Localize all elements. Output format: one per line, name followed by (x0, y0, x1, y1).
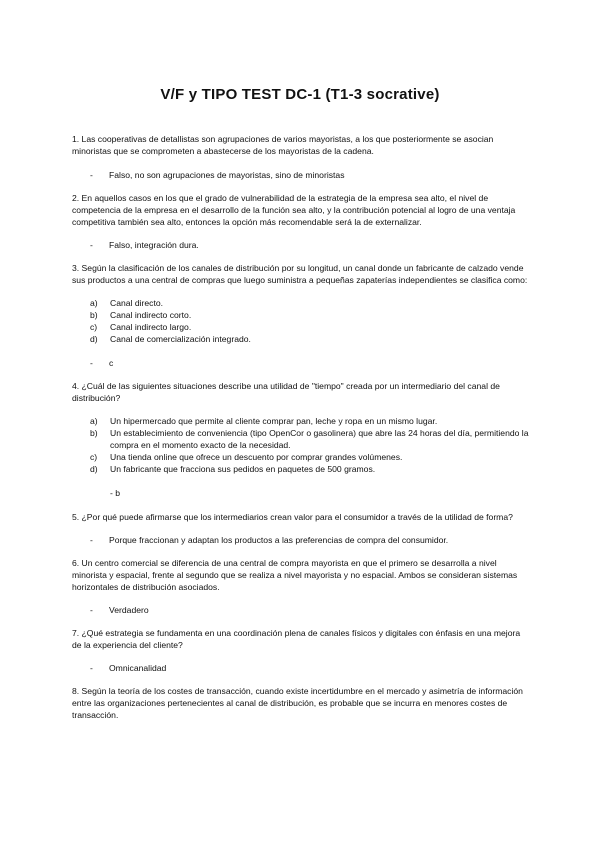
answer-7-text: Omnicanalidad (109, 663, 167, 673)
answer-2 (72, 239, 532, 251)
answer-1-text: Falso, no son agrupaciones de mayoristas, sino de minoristas (109, 170, 345, 180)
dash-marker: - (90, 170, 93, 180)
dash-marker: - (90, 663, 93, 673)
answer-7 (72, 662, 532, 674)
dash-marker: - (90, 605, 93, 615)
dash-marker: - (90, 358, 93, 368)
answer-6 (72, 604, 532, 616)
document-title: V/F y TIPO TEST DC-1 (T1-3 socrative) (160, 86, 440, 103)
document-body (72, 133, 532, 721)
answer-4: - b (110, 488, 121, 498)
option-a: a) Canal directo. (90, 298, 164, 308)
option-d: d) Canal de comercialización integrado. (90, 334, 251, 344)
option-b: b) Canal indirecto corto. (90, 310, 192, 320)
question-3: 3. Según la clasificación de los canales de distribución por su longitud, un canal donde un fabricante de calzado vende sus productos a una central de compras que luego suministra a pequeñas zapaterías independientes se clasifica como: (72, 263, 528, 285)
question-4: 4. ¿Cuál de las siguientes situaciones describe una utilidad de "tiempo" creada por un intermediario del canal de distribución? (72, 381, 500, 403)
answer-1 (72, 169, 532, 181)
option-b: b) Un establecimiento de conveniencia (tipo OpenCor o gasolinera) que abre las 24 horas del día, permitiendo la compra en el momento exacto de la necesidad. (90, 428, 529, 450)
dash-marker: - (90, 240, 93, 250)
answer-3-text: c (109, 358, 114, 368)
dash-marker: - (90, 535, 93, 545)
answer-5 (72, 534, 532, 546)
option-a: a) Un hipermercado que permite al cliente comprar pan, leche y ropa en un mismo lugar. (90, 416, 438, 426)
option-c: c) Una tienda online que ofrece un descuento por comprar grandes volúmenes. (90, 452, 403, 462)
answer-6-text: Verdadero (109, 605, 149, 615)
question-7: 7. ¿Qué estrategia se fundamenta en una coordinación plena de canales físicos y digitales con énfasis en una mejora de la experiencia del cliente? (72, 628, 521, 650)
option-d: d) Un fabricante que fracciona sus pedidos en paquetes de 500 gramos. (90, 464, 376, 474)
question-4-options (72, 415, 532, 475)
question-2: 2. En aquellos casos en los que el grado de vulnerabilidad de la estrategia de la empresa sea alto, el nivel de competencia de la empresa en el desarrollo de la función sea alto, y la contribución potencial al logro de una ventaja competitiva también sea alto, entonces la opción más recomendable será la de externalizar. (72, 193, 516, 227)
question-5: 5. ¿Por qué puede afirmarse que los intermediarios crean valor para el consumidor a través de la utilidad de forma? (72, 512, 513, 522)
answer-5-text: Porque fraccionan y adaptan los productos a las preferencias de compra del consumidor. (109, 535, 449, 545)
question-8: 8. Según la teoría de los costes de transacción, cuando existe incertidumbre en el mercado y asimetría de información entre las organizaciones pertenecientes al canal de distribución, es probable que se incurra en menores costes de transacción. (72, 686, 523, 720)
question-6: 6. Un centro comercial se diferencia de una central de compra mayorista en que el primero se desarrolla a nivel minorista y espacial, frente al segundo que se realiza a nivel mayorista y no espacial. Ambos se consideran sistemas horizontales de distribución asociados. (72, 558, 518, 592)
option-c: c) Canal indirecto largo. (90, 322, 192, 332)
answer-3 (72, 357, 532, 369)
answer-2-text: Falso, integración dura. (109, 240, 199, 250)
question-1: 1. Las cooperativas de detallistas son agrupaciones de varios mayoristas, a los que posteriormente se asocian minoristas que se comprometen a abastecerse de los mayoristas de la cadena. (72, 134, 494, 156)
question-3-options (72, 297, 532, 345)
